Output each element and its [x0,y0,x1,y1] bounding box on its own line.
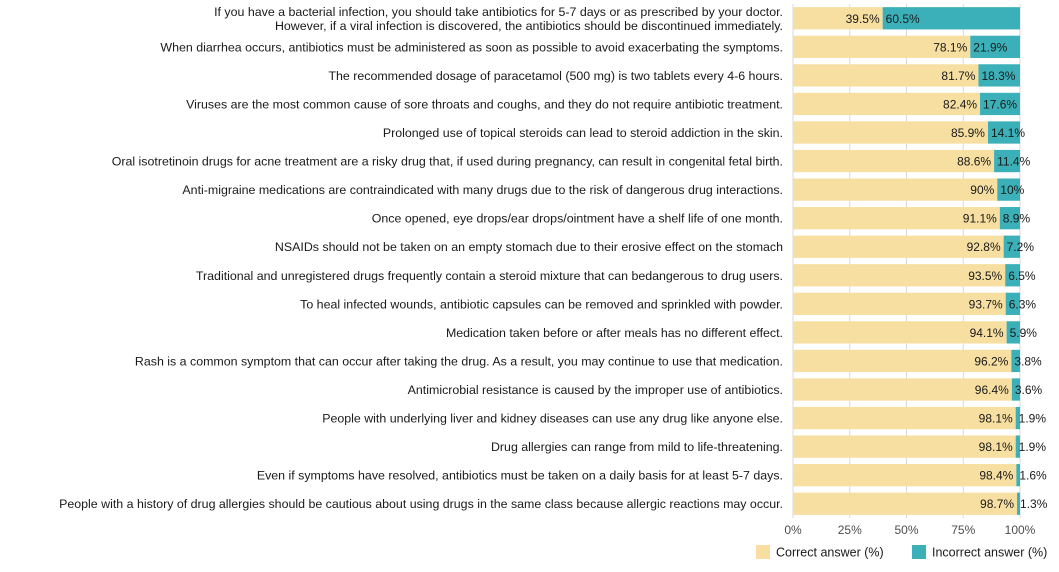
category-label: When diarrhea occurs, antibiotics must be administered as soon as possible to avoid exacerbating the symptoms. [160,40,783,55]
value-label-incorrect: 14.1% [990,126,1026,140]
value-label-correct: 39.5% [845,11,880,26]
value-label-incorrect: 1.6% [1019,468,1047,483]
value-label-correct: 98.1% [978,411,1013,426]
legend-swatch-correct [756,545,770,559]
value-label-correct: 81.7% [941,68,976,83]
value-label-incorrect: 17.6% [983,97,1018,112]
value-label-incorrect: 11.4% [997,154,1031,169]
value-label-incorrect: 5.9% [1009,325,1037,340]
category-label: Medication taken before or after meals has no different effect. [445,325,783,340]
value-label-correct: 92.8% [966,240,1001,255]
bar-correct [793,178,997,200]
value-label-incorrect: 60.5% [885,11,920,26]
category-label: If you have a bacterial infection, you should take antibiotics for 5-7 days or as prescribed by your doctor. [214,4,783,19]
x-tick-label: 75% [951,523,976,537]
value-label-correct: 78.1% [933,40,968,55]
value-label-correct: 98.4% [979,468,1014,483]
value-label-correct: 96.2% [974,354,1009,369]
category-label: Rash is a common symptom that can occur after taking the drug. As a result, you may continue to use that medication. [134,354,783,369]
value-label-correct: 98.1% [978,440,1013,455]
value-label-correct: 93.5% [968,268,1003,283]
value-label-correct: 94.1% [969,325,1004,340]
legend-label-correct: Correct answer (%) [776,545,884,560]
x-tick-label: 25% [837,523,862,537]
x-tick-label: 50% [894,523,919,537]
value-label-correct: 98.7% [980,497,1015,512]
category-label: Even if symptoms have resolved, antibiotics must be taken on a daily basis for at least 5-7 days. [256,468,783,483]
value-label-correct: 88.6% [957,154,992,169]
value-label-correct: 96.4% [974,383,1009,397]
category-label: Antimicrobial resistance is caused by the improper use of antibiotics. [407,383,783,397]
value-label-incorrect: 3.8% [1014,354,1042,369]
value-label-incorrect: 1.9% [1018,440,1047,455]
value-label-incorrect: 6.3% [1008,297,1037,312]
value-label-correct: 85.9% [950,126,985,140]
value-label-incorrect: 10% [1000,183,1025,198]
legend [756,545,1047,560]
category-label: Once opened, eye drops/ear drops/ointment have a shelf life of one month. [371,211,783,226]
x-tick-label: 0% [784,523,802,537]
x-tick-label: 100% [1004,523,1036,537]
value-label-correct: 93.7% [968,297,1003,312]
value-label-incorrect: 21.9% [973,40,1008,55]
category-label: The recommended dosage of paracetamol (500 mg) is two tablets every 4-6 hours. [328,68,783,83]
x-axis-ticks [784,523,1035,537]
value-label-correct: 90% [970,183,995,198]
category-label: Prolonged use of topical steroids can lead to steroid addiction in the skin. [382,126,783,140]
category-labels [59,5,783,511]
category-label: People with underlying liver and kidney diseases can use any drug like anyone else. [322,411,783,426]
category-label: Viruses are the most common cause of sore throats and coughs, and they do not require antibiotic treatment. [186,97,783,112]
value-label-incorrect: 1.3% [1020,497,1048,512]
value-label-incorrect: 18.3% [981,68,1016,83]
category-label: Drug allergies can range from mild to life-threatening. [490,440,783,455]
category-label: To heal infected wounds, antibiotic capsules can be removed and sprinkled with powder. [300,297,783,312]
category-label: Anti-migraine medications are contraindicated with many drugs due to the risk of dangerous drug interactions. [182,183,783,198]
value-label-incorrect: 1.9% [1018,411,1047,426]
value-label-correct: 82.4% [943,97,978,112]
value-label-incorrect: 8.9% [1002,211,1031,226]
value-label-correct: 91.1% [962,211,997,226]
legend-label-incorrect: Incorrect answer (%) [932,545,1048,560]
value-label-incorrect: 7.2% [1006,240,1035,255]
category-label: Traditional and unregistered drugs frequently contain a steroid mixture that can bedangerous to drug users. [195,268,783,283]
value-label-incorrect: 6.5% [1008,268,1036,283]
category-label: Oral isotretinoin drugs for acne treatment are a risky drug that, if used during pregnancy, can result in congenital fetal birth. [111,154,783,169]
category-label: However, if a viral infection is discovered, the antibiotics should be discontinued immediately. [274,18,783,33]
category-label: NSAIDs should not be taken on an empty stomach due to their erosive effect on the stomach [274,240,783,255]
value-label-incorrect: 3.6% [1014,383,1043,397]
category-label: People with a history of drug allergies should be cautious about using drugs in the same class because allergic reactions may occur. [59,497,783,512]
legend-swatch-incorrect [912,545,926,559]
